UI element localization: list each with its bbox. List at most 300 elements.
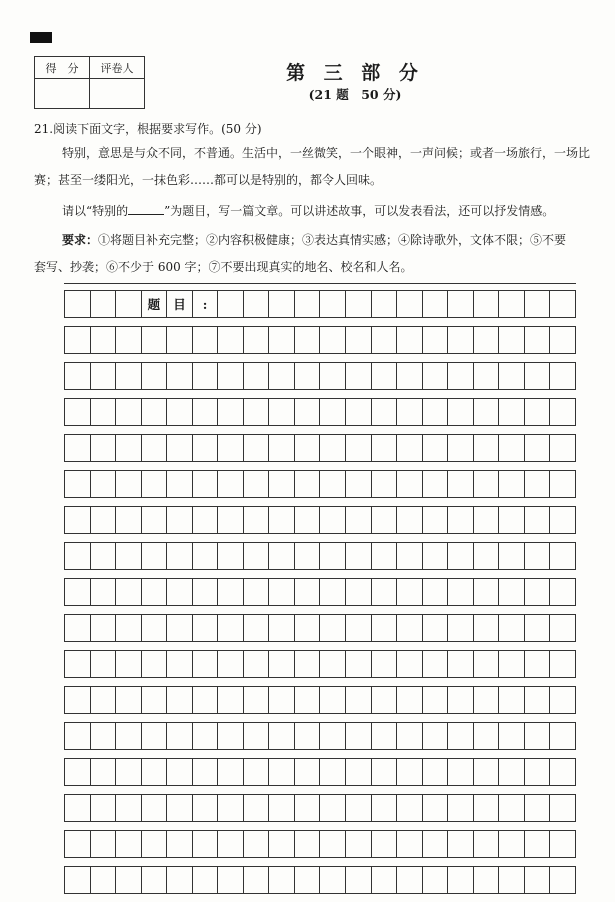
grid-cell[interactable] [217,435,243,461]
grid-cell[interactable] [90,867,116,893]
grid-cell[interactable] [473,723,499,749]
grid-cell[interactable] [217,867,243,893]
grid-cell[interactable] [217,795,243,821]
grid-cell[interactable] [141,759,167,785]
grid-cell[interactable] [166,471,192,497]
grid-cell[interactable] [64,507,90,533]
grid-cell[interactable] [549,723,576,749]
grid-cell[interactable] [371,759,397,785]
grid-cell[interactable] [396,399,422,425]
grid-cell[interactable] [371,435,397,461]
grid-cell[interactable] [141,795,167,821]
grid-cell[interactable] [422,615,448,641]
grid-cell[interactable] [115,399,141,425]
grid-cell[interactable] [294,723,320,749]
grid-cell[interactable] [90,543,116,569]
grid-cell[interactable] [524,651,550,677]
grid-cell[interactable] [447,651,473,677]
grid-cell[interactable] [396,471,422,497]
grid-cell[interactable] [319,471,345,497]
grid-cell[interactable] [319,615,345,641]
grid-cell[interactable] [64,471,90,497]
grid-cell[interactable] [294,291,320,317]
grid-cell[interactable] [447,687,473,713]
grid-cell[interactable] [396,327,422,353]
grid-cell[interactable] [217,579,243,605]
grid-cell[interactable] [90,759,116,785]
grid-cell[interactable] [422,399,448,425]
grid-cell[interactable] [524,579,550,605]
grid-cell[interactable] [371,327,397,353]
grid-cell[interactable] [422,867,448,893]
grid-cell[interactable] [549,291,576,317]
grid-cell[interactable] [422,507,448,533]
grid-cell[interactable] [64,363,90,389]
grid-cell[interactable] [524,795,550,821]
grid-cell[interactable] [166,723,192,749]
grid-cell[interactable] [166,579,192,605]
grid-cell[interactable] [64,687,90,713]
grid-cell[interactable] [447,831,473,857]
grid-cell[interactable] [345,579,371,605]
grid-cell[interactable] [217,399,243,425]
grid-cell[interactable] [141,507,167,533]
grid-cell[interactable] [371,579,397,605]
grid-cell[interactable] [345,543,371,569]
grid-cell[interactable] [371,399,397,425]
grid-cell[interactable] [115,507,141,533]
grid-cell[interactable] [217,687,243,713]
grid-cell[interactable] [473,435,499,461]
grid-cell[interactable] [473,867,499,893]
grid-cell[interactable] [192,543,218,569]
grid-cell[interactable] [90,435,116,461]
grid-cell[interactable] [268,615,294,641]
grid-cell[interactable] [115,291,141,317]
grid-cell[interactable] [243,471,269,497]
grid-cell[interactable] [268,435,294,461]
grid-cell[interactable] [294,615,320,641]
grid-cell[interactable] [524,399,550,425]
grid-cell[interactable] [473,471,499,497]
grid-cell[interactable] [115,867,141,893]
grid-cell[interactable] [268,651,294,677]
grid-cell[interactable] [166,399,192,425]
grid-cell[interactable] [319,831,345,857]
grid-cell[interactable] [166,507,192,533]
grid-cell[interactable] [473,651,499,677]
grid-cell[interactable] [243,435,269,461]
grid-cell[interactable] [447,543,473,569]
grid-cell[interactable] [447,795,473,821]
grid-cell[interactable] [473,831,499,857]
grid-cell[interactable] [345,795,371,821]
grid-cell[interactable] [192,507,218,533]
grid-cell[interactable] [90,291,116,317]
grid-cell[interactable] [345,507,371,533]
grid-cell[interactable] [268,399,294,425]
grid-cell[interactable] [217,723,243,749]
grid-cell[interactable] [268,471,294,497]
grid-cell[interactable] [294,759,320,785]
grid-cell[interactable] [217,363,243,389]
grid-cell[interactable] [115,327,141,353]
grid-cell[interactable] [64,759,90,785]
grid-cell[interactable] [268,795,294,821]
grid-cell[interactable] [319,795,345,821]
grid-cell[interactable] [141,867,167,893]
grid-cell[interactable] [498,327,524,353]
grid-cell[interactable] [115,723,141,749]
grid-cell[interactable] [268,327,294,353]
grid-cell[interactable] [115,363,141,389]
grid-cell[interactable] [294,435,320,461]
grid-cell[interactable] [64,543,90,569]
grid-cell[interactable] [396,291,422,317]
grid-cell[interactable] [268,723,294,749]
grid-cell[interactable] [115,579,141,605]
grid-cell[interactable] [447,327,473,353]
grid-cell[interactable] [371,651,397,677]
grid-cell[interactable] [90,579,116,605]
grid-title-cell[interactable]: 题 [141,291,167,317]
grid-cell[interactable] [64,831,90,857]
grid-cell[interactable] [141,543,167,569]
grid-cell[interactable] [141,687,167,713]
grid-cell[interactable] [192,795,218,821]
grid-cell[interactable] [371,507,397,533]
grid-cell[interactable] [192,867,218,893]
grid-cell[interactable] [524,507,550,533]
grid-cell[interactable] [243,759,269,785]
grid-cell[interactable] [498,651,524,677]
grid-cell[interactable] [498,615,524,641]
grid-cell[interactable] [141,327,167,353]
grid-cell[interactable] [524,615,550,641]
grid-cell[interactable] [166,327,192,353]
grid-cell[interactable] [90,687,116,713]
grid-cell[interactable] [192,471,218,497]
grid-cell[interactable] [319,291,345,317]
grid-cell[interactable] [115,759,141,785]
grid-cell[interactable] [396,759,422,785]
grid-cell[interactable] [498,363,524,389]
grid-cell[interactable] [115,471,141,497]
grid-cell[interactable] [64,327,90,353]
grid-cell[interactable] [498,723,524,749]
grid-cell[interactable] [294,831,320,857]
grid-cell[interactable] [64,579,90,605]
grid-cell[interactable] [192,723,218,749]
grid-cell[interactable] [473,759,499,785]
grid-cell[interactable] [294,471,320,497]
grid-cell[interactable] [243,687,269,713]
grid-cell[interactable] [319,723,345,749]
grid-cell[interactable] [345,831,371,857]
grid-cell[interactable] [243,399,269,425]
grid-cell[interactable] [524,435,550,461]
grid-cell[interactable] [498,795,524,821]
grid-cell[interactable] [115,615,141,641]
grid-cell[interactable] [268,291,294,317]
grid-cell[interactable] [422,291,448,317]
grid-cell[interactable] [345,615,371,641]
grid-cell[interactable] [243,507,269,533]
grid-cell[interactable] [396,831,422,857]
grid-cell[interactable] [345,399,371,425]
grid-cell[interactable] [294,579,320,605]
grid-cell[interactable] [549,867,576,893]
grid-cell[interactable] [396,435,422,461]
grid-cell[interactable] [549,795,576,821]
grid-cell[interactable] [268,687,294,713]
grid-cell[interactable] [243,615,269,641]
grid-cell[interactable] [294,795,320,821]
grid-title-cell[interactable]: : [192,291,218,317]
grid-cell[interactable] [422,471,448,497]
grid-cell[interactable] [371,615,397,641]
grid-cell[interactable] [294,363,320,389]
grid-cell[interactable] [498,759,524,785]
grid-cell[interactable] [319,363,345,389]
grid-cell[interactable] [64,291,90,317]
grid-cell[interactable] [141,651,167,677]
grid-cell[interactable] [192,363,218,389]
grid-cell[interactable] [473,579,499,605]
grid-cell[interactable] [498,399,524,425]
grid-cell[interactable] [217,471,243,497]
grid-cell[interactable] [90,363,116,389]
grid-cell[interactable] [90,615,116,641]
grid-cell[interactable] [422,543,448,569]
grid-cell[interactable] [294,687,320,713]
grid-cell[interactable] [115,435,141,461]
grid-cell[interactable] [115,687,141,713]
grid-cell[interactable] [396,507,422,533]
grid-cell[interactable] [345,723,371,749]
grid-cell[interactable] [549,615,576,641]
grid-cell[interactable] [371,471,397,497]
grid-cell[interactable] [473,795,499,821]
grid-cell[interactable] [549,651,576,677]
grid-cell[interactable] [371,543,397,569]
grid-cell[interactable] [217,615,243,641]
grid-cell[interactable] [549,687,576,713]
grid-cell[interactable] [524,687,550,713]
grid-cell[interactable] [549,831,576,857]
grid-cell[interactable] [192,759,218,785]
grid-cell[interactable] [473,363,499,389]
grid-cell[interactable] [64,651,90,677]
grid-cell[interactable] [294,867,320,893]
grid-cell[interactable] [64,399,90,425]
grid-cell[interactable] [319,651,345,677]
grid-cell[interactable] [319,543,345,569]
grid-cell[interactable] [345,327,371,353]
grid-cell[interactable] [422,723,448,749]
grid-cell[interactable] [192,399,218,425]
score-cell[interactable] [35,79,90,109]
grid-cell[interactable] [549,399,576,425]
grid-cell[interactable] [422,687,448,713]
grid-cell[interactable] [268,867,294,893]
grid-cell[interactable] [268,831,294,857]
grid-cell[interactable] [524,363,550,389]
grid-cell[interactable] [166,795,192,821]
grid-cell[interactable] [422,435,448,461]
grader-cell[interactable] [90,79,145,109]
grid-cell[interactable] [345,867,371,893]
grid-cell[interactable] [217,831,243,857]
grid-cell[interactable] [524,759,550,785]
grid-cell[interactable] [473,543,499,569]
grid-cell[interactable] [422,651,448,677]
grid-cell[interactable] [141,831,167,857]
grid-cell[interactable] [371,867,397,893]
grid-cell[interactable] [294,507,320,533]
grid-cell[interactable] [447,579,473,605]
grid-cell[interactable] [498,291,524,317]
grid-cell[interactable] [345,687,371,713]
grid-cell[interactable] [473,615,499,641]
grid-cell[interactable] [141,435,167,461]
grid-cell[interactable] [549,363,576,389]
grid-cell[interactable] [166,759,192,785]
grid-cell[interactable] [549,471,576,497]
grid-cell[interactable] [498,507,524,533]
grid-cell[interactable] [524,831,550,857]
grid-cell[interactable] [498,579,524,605]
grid-cell[interactable] [268,759,294,785]
grid-cell[interactable] [447,507,473,533]
grid-cell[interactable] [498,867,524,893]
grid-cell[interactable] [243,723,269,749]
grid-cell[interactable] [166,651,192,677]
grid-cell[interactable] [345,291,371,317]
grid-cell[interactable] [447,435,473,461]
grid-cell[interactable] [447,615,473,641]
grid-cell[interactable] [294,651,320,677]
grid-cell[interactable] [90,471,116,497]
grid-cell[interactable] [371,291,397,317]
grid-cell[interactable] [90,831,116,857]
grid-cell[interactable] [549,435,576,461]
grid-cell[interactable] [192,831,218,857]
grid-cell[interactable] [141,579,167,605]
grid-cell[interactable] [498,831,524,857]
grid-cell[interactable] [319,435,345,461]
grid-cell[interactable] [319,399,345,425]
grid-cell[interactable] [422,795,448,821]
grid-cell[interactable] [549,543,576,569]
grid-cell[interactable] [371,723,397,749]
grid-cell[interactable] [166,687,192,713]
grid-cell[interactable] [243,543,269,569]
grid-cell[interactable] [217,651,243,677]
grid-cell[interactable] [524,543,550,569]
grid-cell[interactable] [549,327,576,353]
grid-cell[interactable] [243,579,269,605]
grid-cell[interactable] [90,399,116,425]
grid-cell[interactable] [396,687,422,713]
grid-cell[interactable] [473,327,499,353]
grid-cell[interactable] [64,435,90,461]
grid-cell[interactable] [524,723,550,749]
grid-cell[interactable] [524,471,550,497]
grid-cell[interactable] [498,435,524,461]
grid-cell[interactable] [243,651,269,677]
grid-cell[interactable] [371,831,397,857]
grid-cell[interactable] [422,831,448,857]
grid-cell[interactable] [524,327,550,353]
grid-cell[interactable] [447,363,473,389]
grid-cell[interactable] [166,831,192,857]
grid-cell[interactable] [498,471,524,497]
grid-cell[interactable] [319,687,345,713]
grid-cell[interactable] [319,759,345,785]
grid-cell[interactable] [447,399,473,425]
grid-cell[interactable] [90,327,116,353]
grid-cell[interactable] [371,363,397,389]
grid-cell[interactable] [319,579,345,605]
grid-cell[interactable] [549,507,576,533]
grid-cell[interactable] [192,651,218,677]
grid-cell[interactable] [192,435,218,461]
grid-cell[interactable] [115,543,141,569]
grid-cell[interactable] [166,363,192,389]
grid-cell[interactable] [524,291,550,317]
grid-cell[interactable] [141,723,167,749]
grid-cell[interactable] [64,615,90,641]
grid-cell[interactable] [396,615,422,641]
grid-cell[interactable] [243,867,269,893]
grid-cell[interactable] [447,867,473,893]
grid-cell[interactable] [192,327,218,353]
grid-cell[interactable] [217,759,243,785]
grid-cell[interactable] [166,543,192,569]
grid-cell[interactable] [192,579,218,605]
grid-cell[interactable] [268,363,294,389]
grid-cell[interactable] [473,687,499,713]
grid-cell[interactable] [345,435,371,461]
grid-cell[interactable] [217,291,243,317]
grid-cell[interactable] [319,507,345,533]
grid-cell[interactable] [268,579,294,605]
grid-cell[interactable] [192,615,218,641]
grid-cell[interactable] [524,867,550,893]
grid-cell[interactable] [371,687,397,713]
grid-cell[interactable] [268,543,294,569]
grid-cell[interactable] [396,363,422,389]
grid-cell[interactable] [396,867,422,893]
grid-cell[interactable] [166,435,192,461]
grid-cell[interactable] [345,759,371,785]
grid-cell[interactable] [447,759,473,785]
grid-cell[interactable] [90,507,116,533]
grid-cell[interactable] [141,363,167,389]
grid-cell[interactable] [345,651,371,677]
grid-cell[interactable] [166,867,192,893]
grid-cell[interactable] [90,651,116,677]
grid-cell[interactable] [64,795,90,821]
grid-cell[interactable] [192,687,218,713]
grid-cell[interactable] [294,543,320,569]
grid-cell[interactable] [473,291,499,317]
grid-cell[interactable] [371,795,397,821]
grid-cell[interactable] [549,579,576,605]
grid-cell[interactable] [447,723,473,749]
grid-cell[interactable] [396,543,422,569]
